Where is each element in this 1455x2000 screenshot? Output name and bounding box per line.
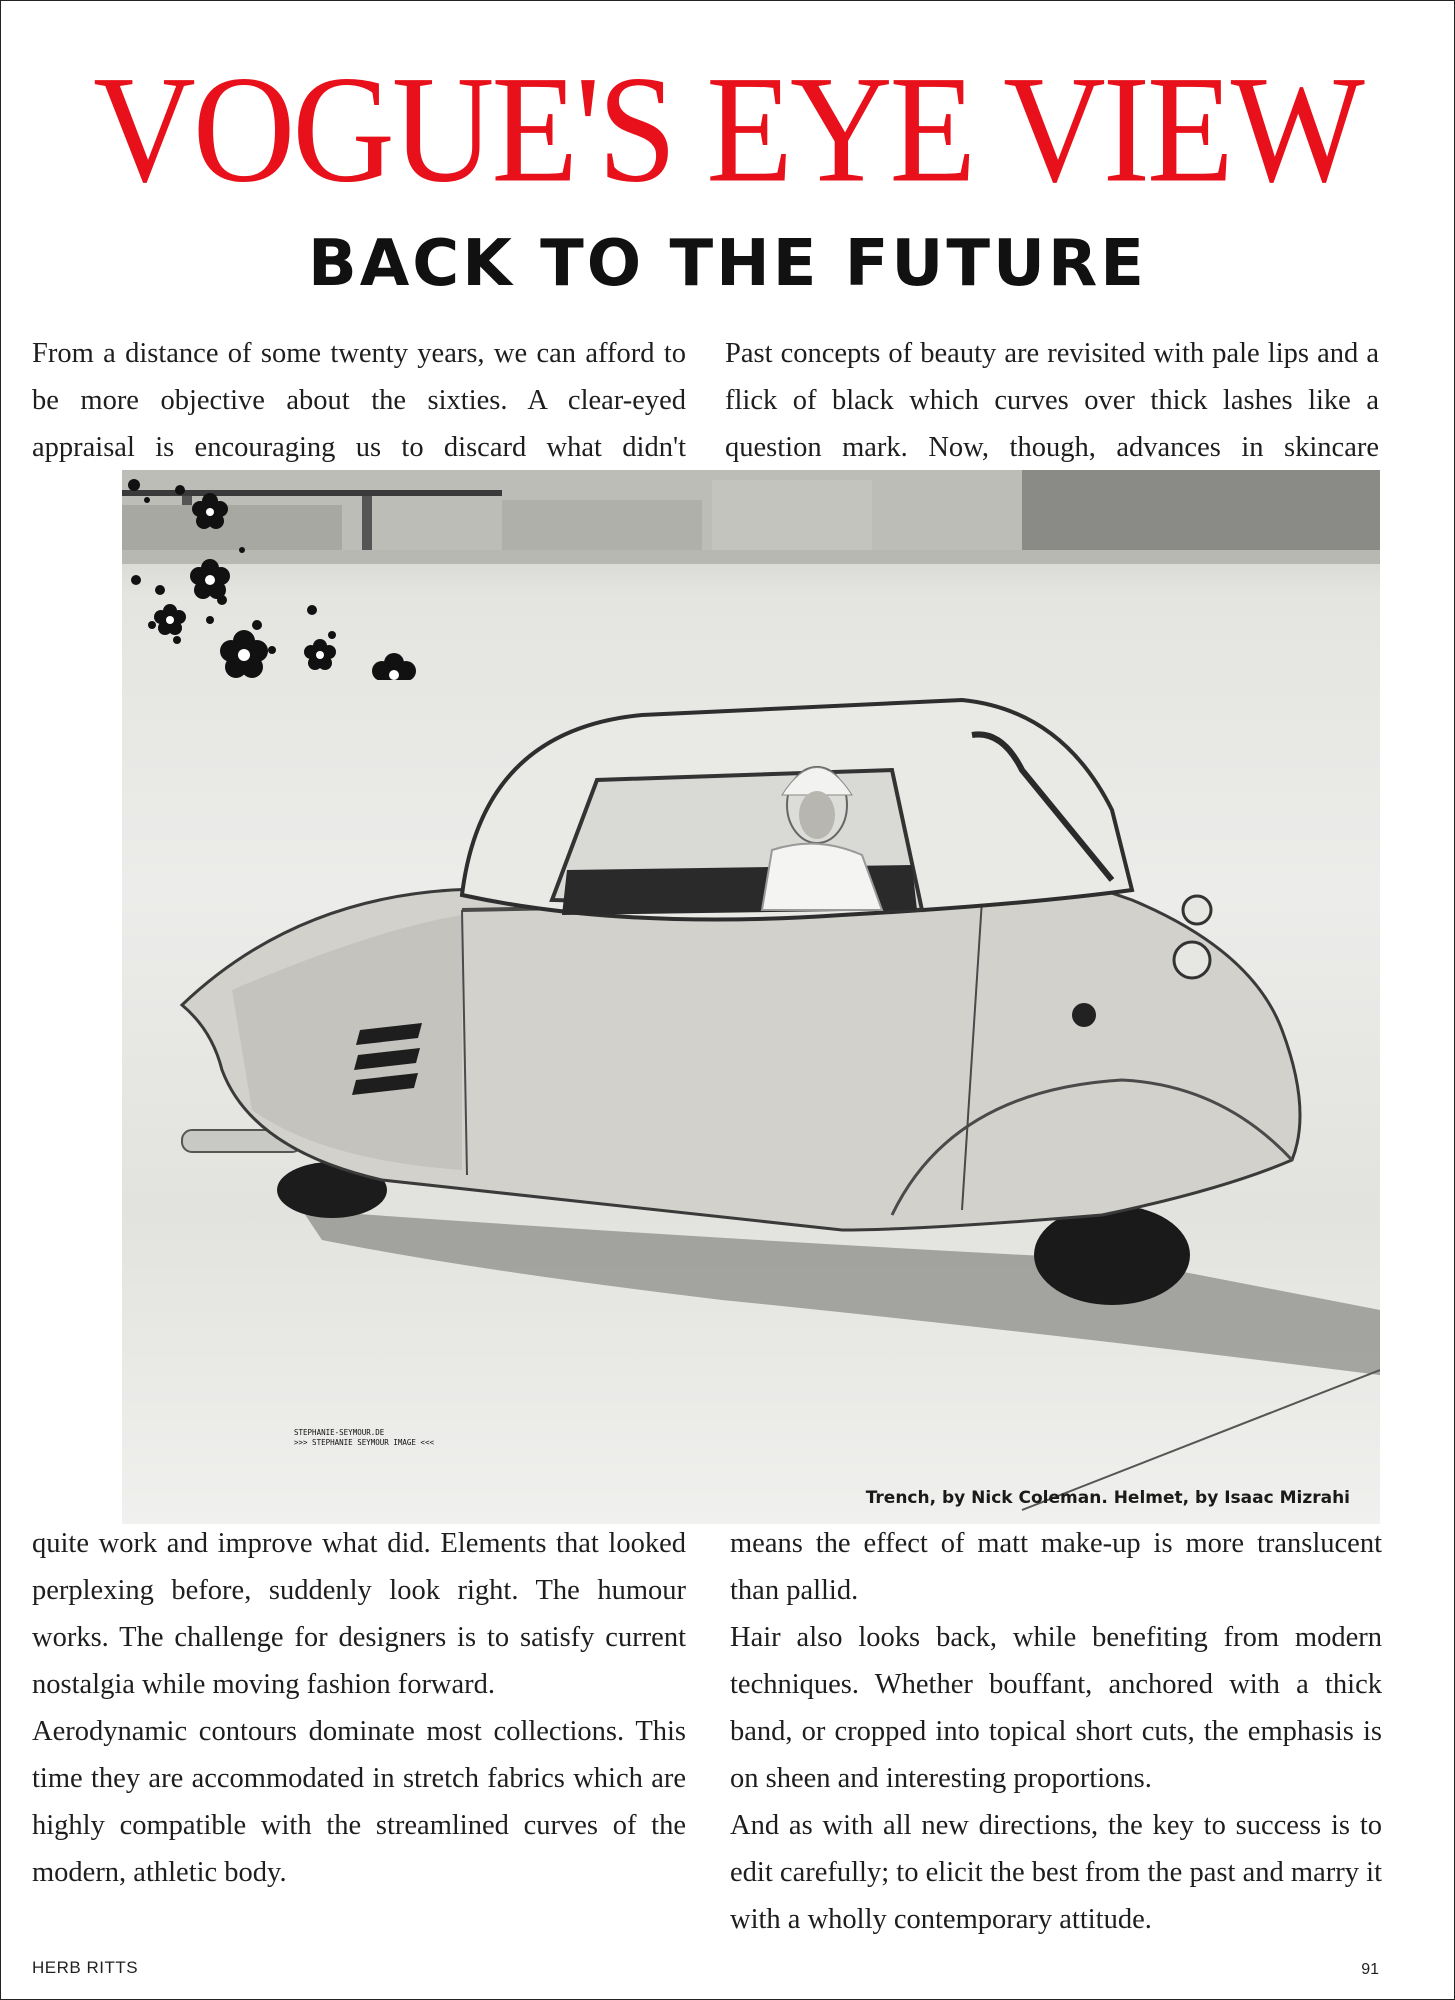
column-2-paragraph-2: Hair also looks back, while benefiting from modern techniques. Whether bouffant, anchored with a thick band, or cropped into topical short cuts, the emphasis is on sheen and interesting proportions. xyxy=(730,1622,1382,1794)
column-2-bottom-text xyxy=(730,1520,1382,1943)
watermark-text xyxy=(294,1428,434,1448)
masthead-title: VOGUE'S EYE VIEW xyxy=(93,43,1362,214)
column-2-top-paragraph: Past concepts of beauty are revisited with pale lips and a flick of black which curves over thick lashes like a question mark. Now, though, advances in skincare xyxy=(725,338,1379,463)
column-1-bottom-text xyxy=(32,1520,686,1896)
column-1-top-paragraph: From a distance of some twenty years, we can afford to be more objective about the sixties. A clear-eyed appraisal is encouraging us to discard what didn't xyxy=(32,338,686,463)
article-headline: BACK TO THE FUTURE xyxy=(307,227,1148,301)
column-2-paragraph-3: And as with all new directions, the key to success is to edit carefully; to elicit the best from the past and marry it with a wholly contemporary attitude. xyxy=(730,1810,1382,1935)
side-vent xyxy=(352,1023,422,1095)
photo-bubble-car xyxy=(122,470,1380,1524)
flower-decoration-icon xyxy=(122,470,422,680)
column-1-top-text xyxy=(32,330,686,471)
column-1-paragraph-2: Aerodynamic contours dominate most collections. This time they are accommodated in stretch fabrics which are highly compatible with the streamlined curves of the modern, athletic body. xyxy=(32,1716,686,1888)
watermark-line-1: STEPHANIE-SEYMOUR.DE xyxy=(294,1428,385,1437)
page-number: 91 xyxy=(1361,1961,1379,1978)
photographer-credit: HERB RITTS xyxy=(32,1958,139,1977)
photo-caption: Trench, by Nick Coleman. Helmet, by Isaac Mizrahi xyxy=(865,1488,1350,1508)
column-1-paragraph-1: quite work and improve what did. Elements that looked perplexing before, suddenly look right. The humour works. The challenge for designers is to satisfy current nostalgia while moving fashion forward. xyxy=(32,1528,686,1700)
watermark-line-2: >>> STEPHANIE SEYMOUR IMAGE <<< xyxy=(294,1438,434,1447)
column-2-top-text xyxy=(725,330,1379,471)
column-2-paragraph-1: means the effect of matt make-up is more translucent than pallid. xyxy=(730,1528,1382,1606)
